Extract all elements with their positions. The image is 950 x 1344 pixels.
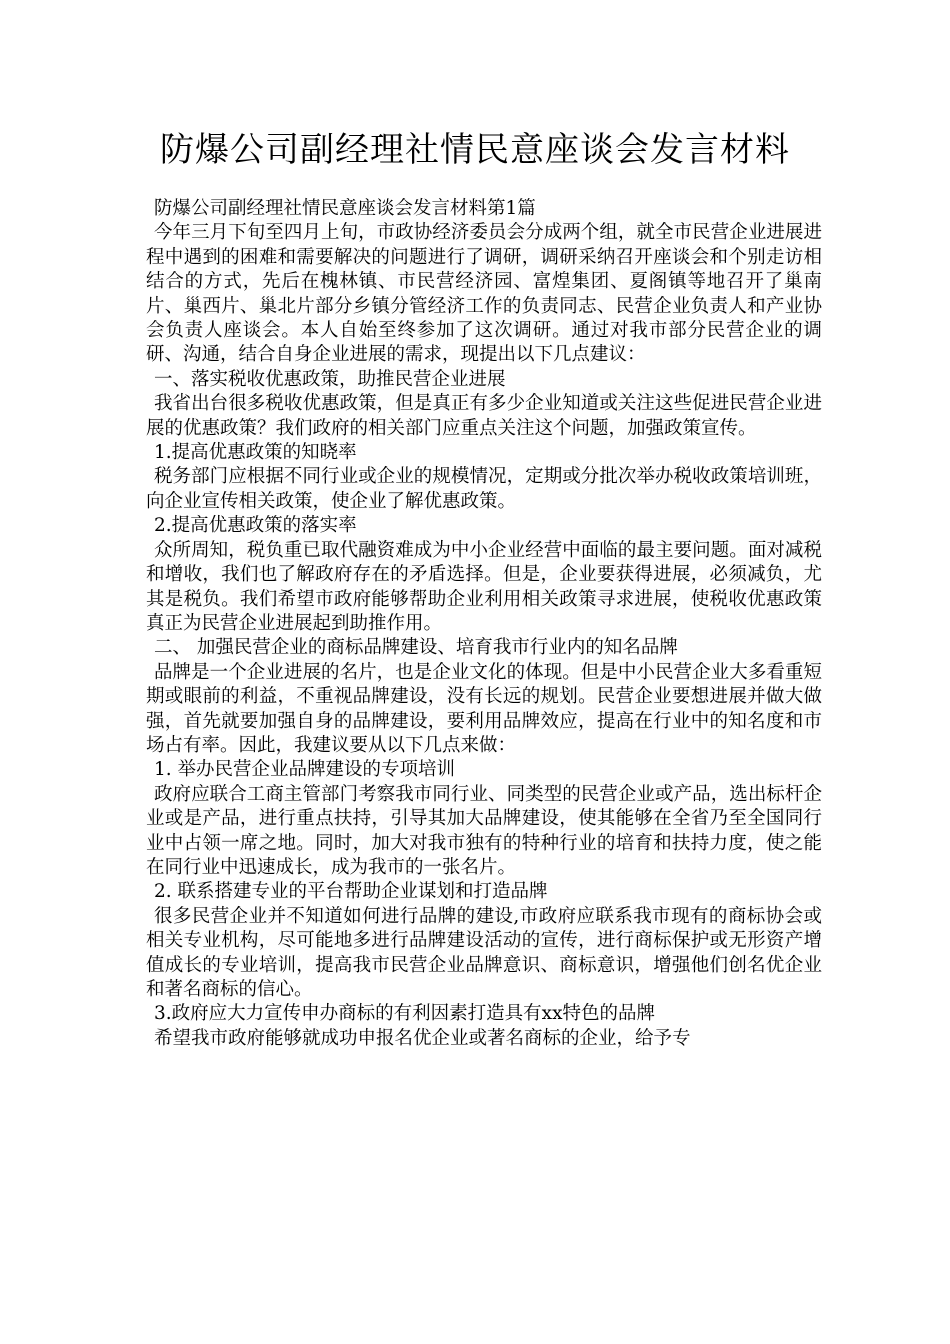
paragraph-intro: 今年三月下旬至四月上旬，市政协经济委员会分成两个组，就全市民营企业进展进程中遇到的困难和需要解决的问题进行了调研，调研采纳召开座谈会和个别走访相结合的方式，先后在槐林镇、市民营经济园、富煌集团、夏阁镇等地召开了巢南片、巢西片、巢北片部分乡镇分管经济工作的负责同志、民营企业负责人和产业协会负责人座谈会。本人自始至终参加了这次调研。通过对我市部分民营企业的调研、沟通，结合自身企业进展的需求，现提出以下几点建议： <box>146 222 822 366</box>
heading-section-1: 一、落实税收优惠政策，助推民营企业进展 <box>154 368 506 390</box>
heading-item-1-2: 2.提高优惠政策的落实率 <box>154 515 357 537</box>
document-title: 防爆公司副经理社情民意座谈会发言材料 <box>160 130 790 170</box>
heading-item-2-2: 2. 联系搭建专业的平台帮助企业谋划和打造品牌 <box>154 881 548 903</box>
section-subtitle: 防爆公司副经理社情民意座谈会发言材料第1篇 <box>154 198 536 219</box>
document-body <box>146 197 822 1051</box>
paragraph: 很多民营企业并不知道如何进行品牌的建设,市政府应联系我市现有的商标协会或相关专业机构，尽可能地多进行品牌建设活动的宣传，进行商标保护或无形资产增值成长的专业培训，提高我市民营企业品牌意识、商标意识，增强他们创名优企业和著名商标的信心。 <box>146 905 822 1000</box>
heading-item-1-1: 1.提高优惠政策的知晓率 <box>154 442 357 464</box>
heading-section-2: 二、 加强民营企业的商标品牌建设、培育我市行业内的知名品牌 <box>154 637 678 659</box>
paragraph: 税务部门应根据不同行业或企业的规模情况，定期或分批次举办税收政策培训班，向企业宣传相关政策，使企业了解优惠政策。 <box>146 466 822 512</box>
paragraph: 希望我市政府能够就成功申报名优企业或著名商标的企业，给予专 <box>154 1027 691 1049</box>
heading-item-2-3: 3.政府应大力宣传申办商标的有利因素打造具有xx特色的品牌 <box>154 1003 656 1025</box>
paragraph: 我省出台很多税收优惠政策，但是真正有多少企业知道或关注这些促进民营企业进展的优惠政策？我们政府的相关部门应重点关注这个问题，加强政策宣传。 <box>146 393 822 439</box>
paragraph: 品牌是一个企业进展的名片，也是企业文化的体现。但是中小民营企业大多看重短期或眼前的利益，不重视品牌建设，没有长远的规划。民营企业要想进展并做大做强，首先就要加强自身的品牌建设，要利用品牌效应，提高在行业中的知名度和市场占有率。因此，我建议要从以下几点来做： <box>146 661 822 756</box>
paragraph: 众所周知，税负重已取代融资难成为中小企业经营中面临的最主要问题。面对减税和增收，我们也了解政府存在的矛盾选择。但是，企业要获得进展，必须减负，尤其是税负。我们希望市政府能够帮助企业利用相关政策寻求进展，使税收优惠政策真正为民营企业进展起到助推作用。 <box>146 539 822 634</box>
paragraph: 政府应联合工商主管部门考察我市同行业、同类型的民营企业或产品，选出标杆企业或是产品，进行重点扶持，引导其加大品牌建设，使其能够在全省乃至全国同行业中占领一席之地。同时，加大对我市独有的特种行业的培育和扶持力度，使之能在同行业中迅速成长，成为我市的一张名片。 <box>146 783 822 878</box>
heading-item-2-1: 1. 举办民营企业品牌建设的专项培训 <box>154 759 456 781</box>
